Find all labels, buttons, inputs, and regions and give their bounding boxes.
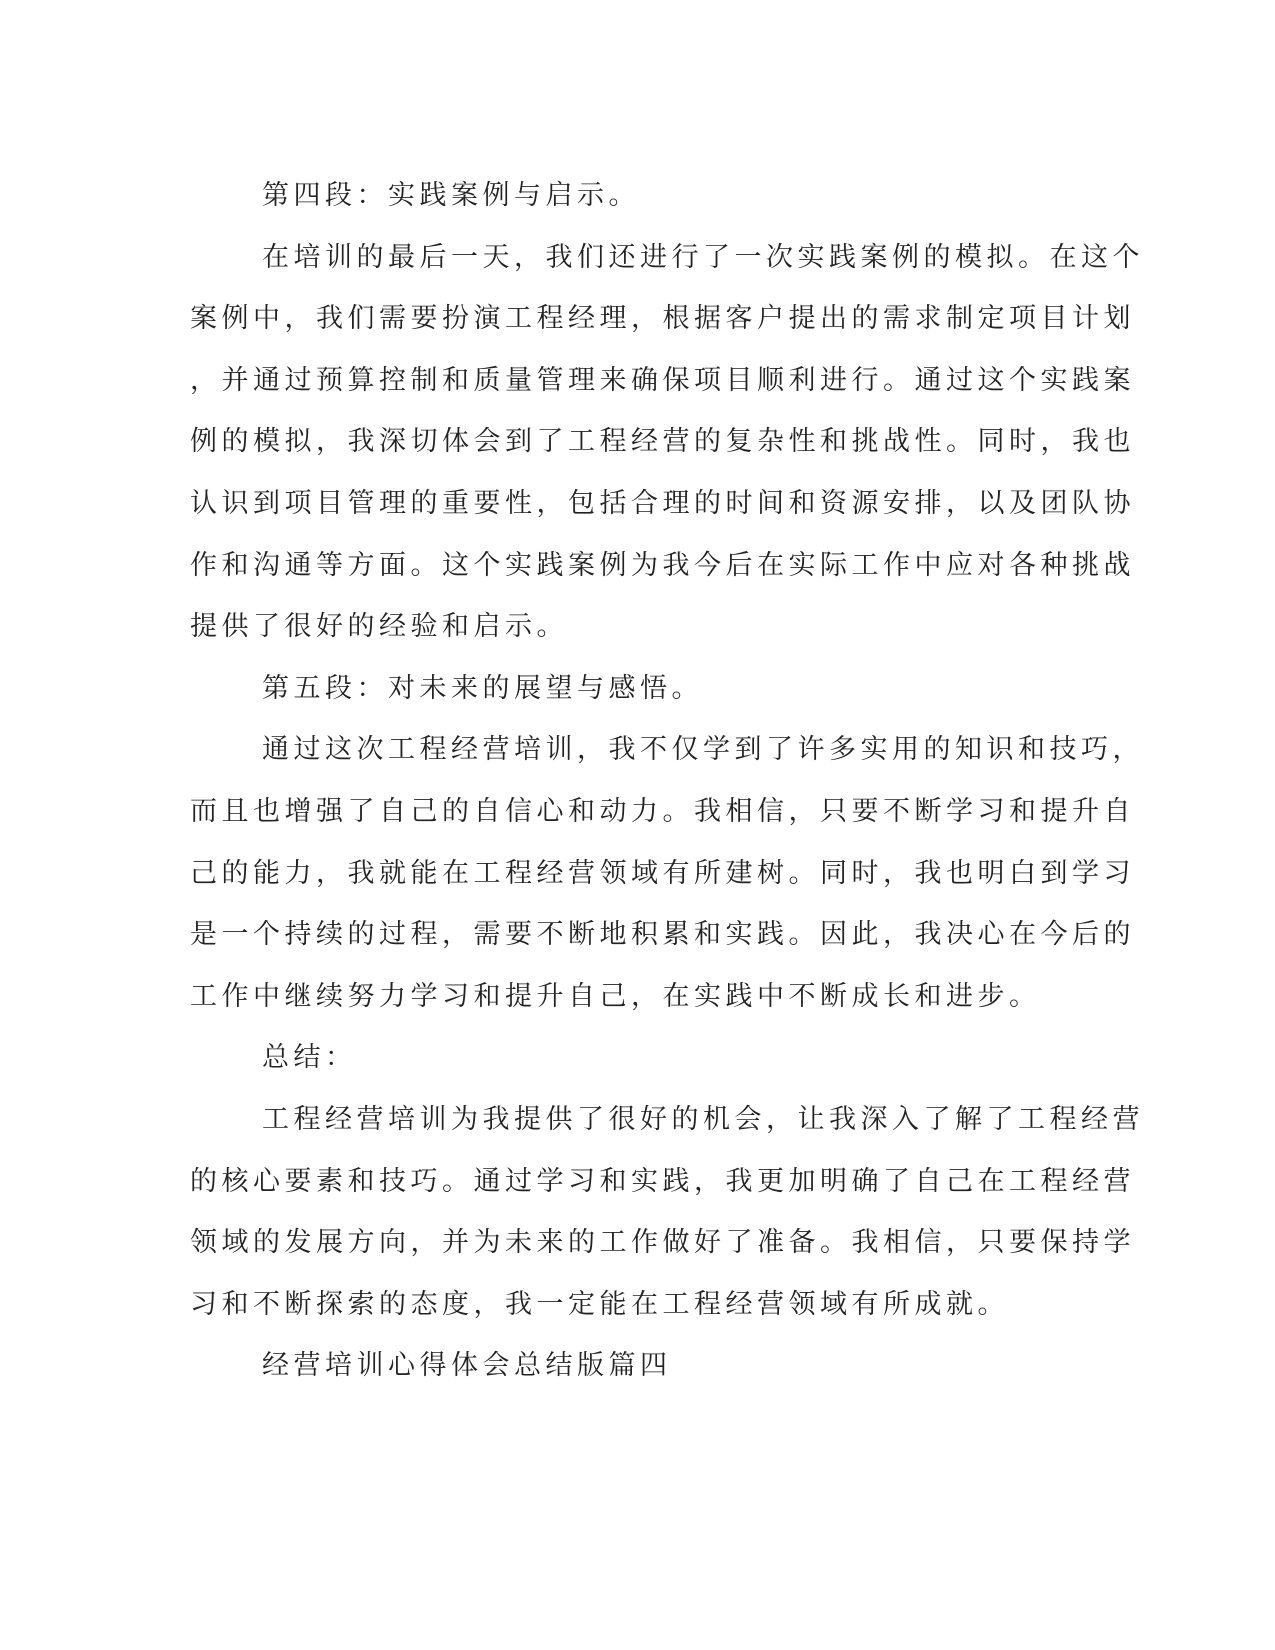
paragraph-line: ，并通过预算控制和质量管理来确保项目顺利进行。通过这个实践案 [190, 364, 1135, 396]
paragraph-line: 工作中继续努力学习和提升自己，在实践中不断成长和进步。 [190, 980, 1041, 1012]
paragraph-line: 提供了很好的经验和启示。 [190, 611, 568, 643]
paragraph-line: 作和沟通等方面。这个实践案例为我今后在实际工作中应对各种挑战 [190, 549, 1135, 581]
paragraph-line: 是一个持续的过程，需要不断地积累和实践。因此，我决心在今后的 [190, 919, 1135, 951]
chapter-title: 经营培训心得体会总结版篇四 [262, 1350, 672, 1382]
section-heading-five: 第五段：对未来的展望与感悟。 [262, 672, 703, 704]
paragraph-line: 而且也增强了自己的自信心和动力。我相信，只要不断学习和提升自 [190, 795, 1135, 827]
paragraph-line: 在培训的最后一天，我们还进行了一次实践案例的模拟。在这个 [262, 241, 1144, 273]
paragraph-line: 例的模拟，我深切体会到了工程经营的复杂性和挑战性。同时，我也 [190, 426, 1135, 458]
paragraph-line: 认识到项目管理的重要性，包括合理的时间和资源安排，以及团队协 [190, 487, 1135, 519]
document-body [190, 165, 1144, 1397]
paragraph-line: 己的能力，我就能在工程经营领域有所建树。同时，我也明白到学习 [190, 857, 1135, 889]
summary-heading: 总结： [262, 1042, 357, 1074]
paragraph-line: 的核心要素和技巧。通过学习和实践，我更加明确了自己在工程经营 [190, 1165, 1135, 1197]
section-heading-four: 第四段：实践案例与启示。 [262, 180, 640, 211]
paragraph-line: 领域的发展方向，并为未来的工作做好了准备。我相信，只要保持学 [190, 1227, 1135, 1259]
paragraph-line: 通过这次工程经营培训，我不仅学到了许多实用的知识和技巧， [262, 734, 1144, 766]
paragraph-line: 工程经营培训为我提供了很好的机会，让我深入了解了工程经营 [262, 1103, 1144, 1135]
paragraph-line: 习和不断探索的态度，我一定能在工程经营领域有所成就。 [190, 1288, 1009, 1320]
paragraph-line: 案例中，我们需要扮演工程经理，根据客户提出的需求制定项目计划 [190, 303, 1135, 335]
